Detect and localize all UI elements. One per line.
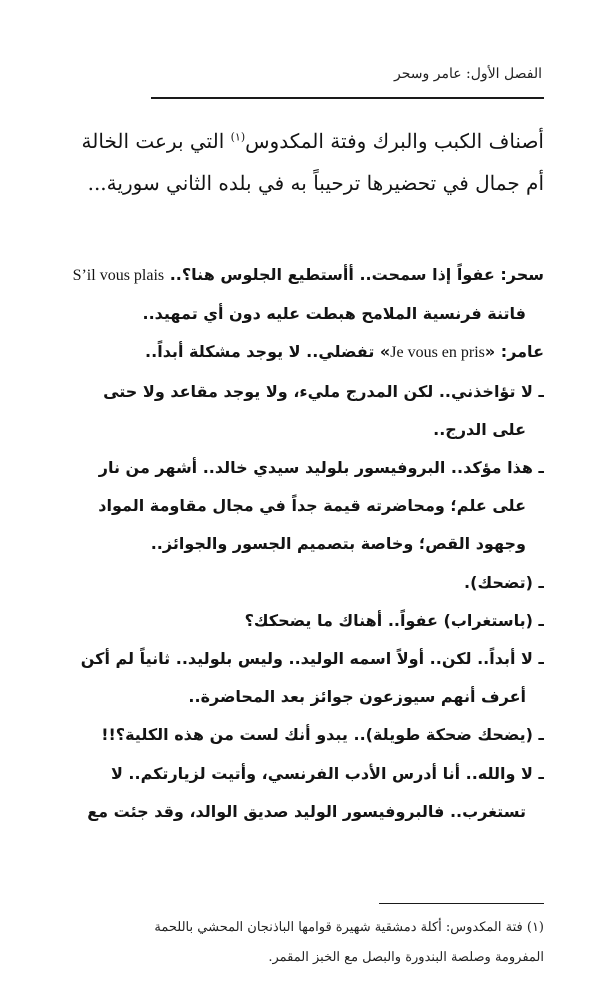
footnote-line: (١) فتة المكدوس: أكلة دمشقية شهيرة قوامها الباذنجان المحشي باللحمة xyxy=(154,920,544,935)
dialogue-line: أعرف أنهم سيوزعون جوائز بعد المحاضرة.. xyxy=(188,687,526,707)
footnote-ref: (١) xyxy=(230,130,246,144)
dialogue-line: ـ لا أبداً.. لكن.. أولاً اسمه الوليد.. وليس بلوليد.. ثانياً لم أكن xyxy=(80,649,544,669)
intro-line xyxy=(58,120,544,162)
french-phrase: S’il vous plais xyxy=(72,267,165,284)
dialogue-line: على علم؛ ومحاضرته قيمة جداً في مجال مقاومة المواد xyxy=(98,496,526,516)
dialogue-block xyxy=(58,256,544,831)
intro-paragraph xyxy=(58,120,544,204)
dialogue-line: وجهود القص؛ وخاصة بتصميم الجسور والجوائز.. xyxy=(150,534,526,554)
dialogue-line: ـ لا والله.. أنا أدرس الأدب الفرنسي، وأتيت لزيارتكم.. لا xyxy=(110,763,544,783)
footnote-rule xyxy=(379,903,544,904)
dialogue-line: ـ (تضحك). xyxy=(464,572,544,592)
dialogue-line xyxy=(58,333,544,372)
intro-text: أصناف الكبب والبرك وفتة المكدوس xyxy=(245,129,544,153)
dialogue-line: ـ هذا مؤكد.. البروفيسور بلوليد سيدي خالد.. أشهر من نار xyxy=(98,458,544,478)
dialogue-line: ـ (باستغراب) عفواً.. أهناك ما يضحكك؟ xyxy=(244,610,544,630)
header-rule xyxy=(151,97,544,99)
intro-line: أم جمال في تحضيرها ترحيباً به في بلده الثاني سورية... xyxy=(87,171,544,195)
dialogue-line: ـ لا تؤاخذني.. لكن المدرج مليء، ولا يوجد مقاعد ولا حتى xyxy=(103,381,544,401)
dialogue-text: عامر: « xyxy=(484,342,544,362)
dialogue-line: تستغرب.. فالبروفيسور الوليد صديق الوالد، وقد جئت مع xyxy=(87,801,526,821)
dialogue-text: » تفضلي.. لا يوجد مشكلة أبداً.. xyxy=(145,342,391,362)
dialogue-text: سحر: عفواً إذا سمحت.. أأستطيع الجلوس هنا؟.. xyxy=(169,265,544,284)
chapter-title: الفصل الأول: عامر وسحر xyxy=(394,66,542,82)
footnote xyxy=(58,913,544,973)
dialogue-line: على الدرج.. xyxy=(433,419,526,439)
footnote-line: المفرومة وصلصة البندورة والبصل مع الخبز المقمر. xyxy=(268,950,544,965)
intro-text: التي برعت الخالة xyxy=(81,129,231,153)
dialogue-line xyxy=(58,256,544,295)
dialogue-line: ـ (يضحك ضحكة طويلة).. يبدو أنك لست من هذه الكلية؟!! xyxy=(101,725,544,745)
french-phrase: Je vous en pris xyxy=(390,344,485,362)
dialogue-line: فاتنة فرنسية الملامح هبطت عليه دون أي تمهيد.. xyxy=(142,304,526,324)
